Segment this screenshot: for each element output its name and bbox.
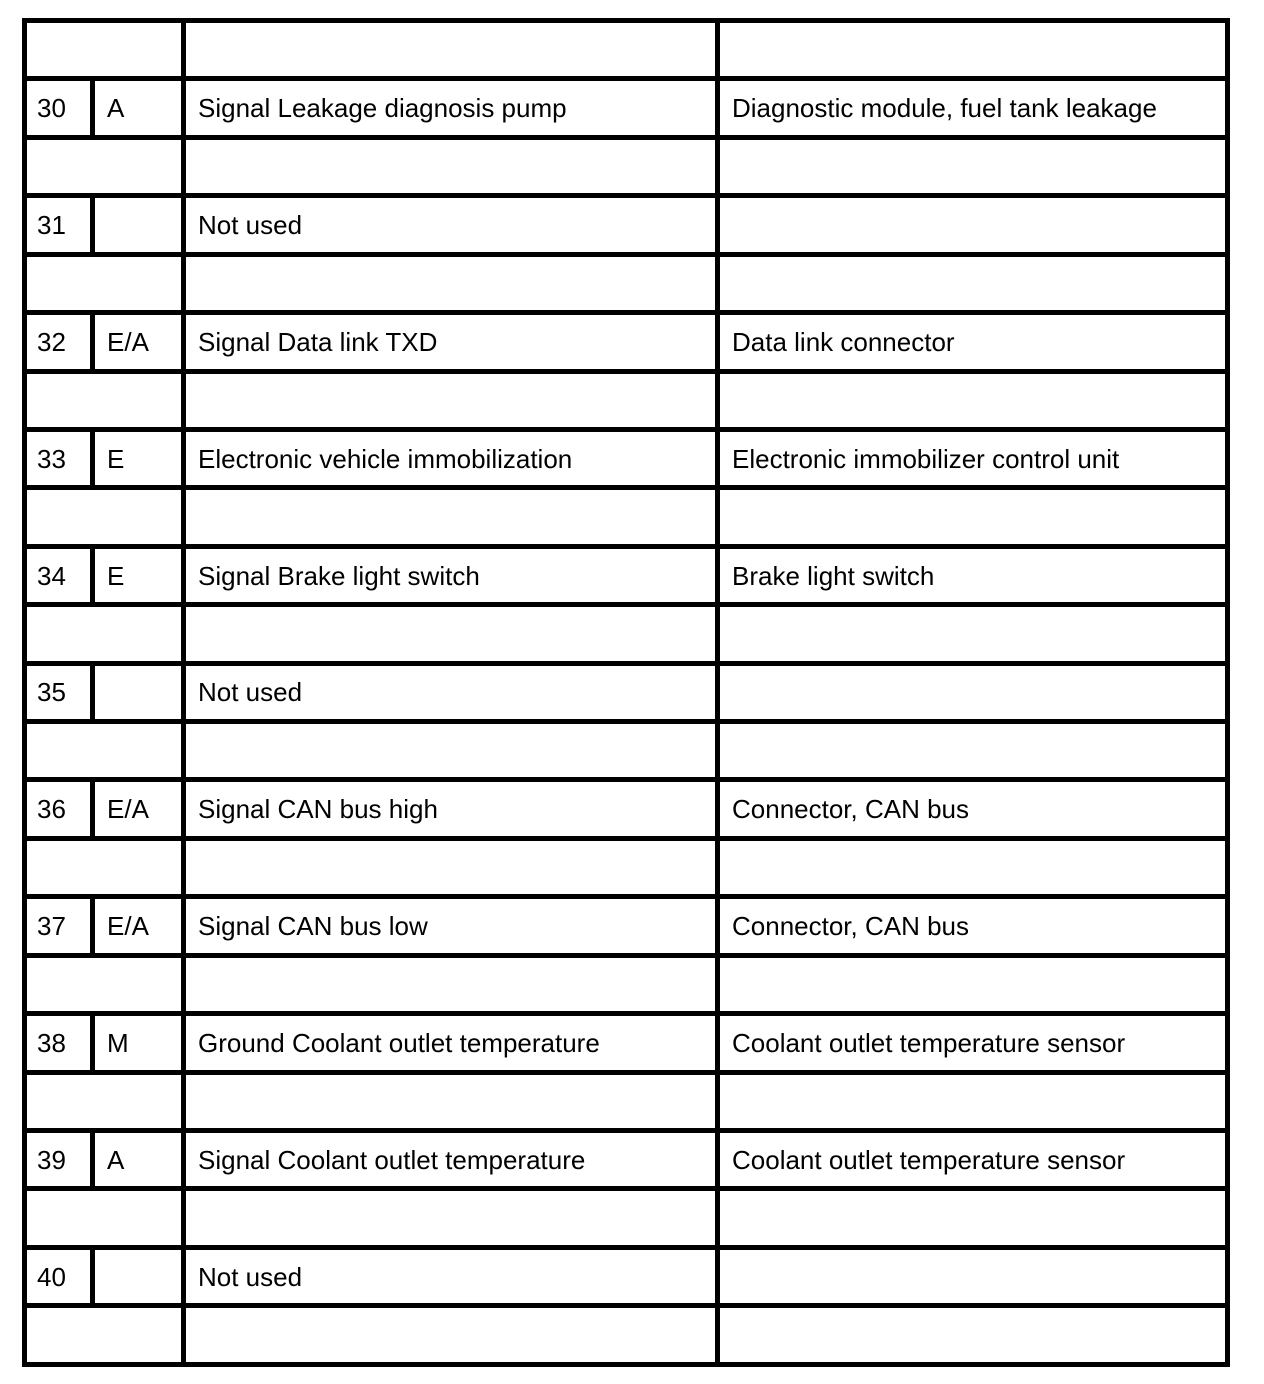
signal-type: A [93,79,184,137]
spacer-cell [718,1306,1228,1365]
spacer-row [25,1072,1228,1130]
spacer-cell [184,371,718,429]
spacer-cell [184,254,718,312]
pin-number: 33 [25,429,93,487]
signal-function: Signal Brake light switch [184,546,718,604]
signal-function: Signal Leakage diagnosis pump [184,79,718,137]
signal-type: E [93,546,184,604]
connected-component [718,1247,1228,1305]
spacer-cell [25,21,184,79]
spacer-cell [718,21,1228,79]
pin-number: 35 [25,663,93,721]
signal-type: A [93,1131,184,1189]
connected-component: Connector, CAN bus [718,780,1228,838]
spacer-cell [718,137,1228,195]
signal-type [93,1247,184,1305]
pin-number: 31 [25,196,93,254]
table-row [25,1131,1228,1189]
signal-function: Electronic vehicle immobilization [184,429,718,487]
table-row [25,1014,1228,1072]
signal-type [93,663,184,721]
spacer-cell [25,955,184,1013]
spacer-cell [184,137,718,195]
connected-component: Coolant outlet temperature sensor [718,1014,1228,1072]
pin-number: 30 [25,79,93,137]
spacer-row [25,371,1228,429]
signal-type: E [93,429,184,487]
signal-function: Ground Coolant outlet temperature [184,1014,718,1072]
signal-function: Not used [184,663,718,721]
spacer-cell [718,838,1228,896]
spacer-cell [718,722,1228,780]
table-row [25,429,1228,487]
table-row [25,313,1228,371]
spacer-row [25,137,1228,195]
signal-function: Not used [184,1247,718,1305]
spacer-row [25,254,1228,312]
signal-function: Signal Coolant outlet temperature [184,1131,718,1189]
signal-function: Signal CAN bus low [184,897,718,955]
spacer-cell [25,722,184,780]
spacer-cell [184,21,718,79]
connected-component: Electronic immobilizer control unit [718,429,1228,487]
spacer-cell [184,1072,718,1130]
table-row [25,196,1228,254]
spacer-cell [718,955,1228,1013]
signal-function: Signal Data link TXD [184,313,718,371]
spacer-row [25,722,1228,780]
spacer-cell [718,1072,1228,1130]
spacer-cell [718,488,1228,546]
spacer-cell [184,605,718,663]
spacer-cell [25,137,184,195]
spacer-row [25,21,1228,79]
connected-component: Connector, CAN bus [718,897,1228,955]
spacer-cell [184,722,718,780]
table-row [25,79,1228,137]
spacer-cell [184,488,718,546]
signal-type [93,196,184,254]
spacer-cell [25,1072,184,1130]
table-row [25,546,1228,604]
spacer-cell [718,254,1228,312]
spacer-cell [718,1189,1228,1247]
spacer-cell [184,955,718,1013]
spacer-row [25,838,1228,896]
spacer-cell [25,488,184,546]
connected-component: Brake light switch [718,546,1228,604]
table-row [25,897,1228,955]
pin-number: 34 [25,546,93,604]
spacer-row [25,488,1228,546]
signal-type: M [93,1014,184,1072]
signal-type: E/A [93,897,184,955]
connected-component: Coolant outlet temperature sensor [718,1131,1228,1189]
signal-function: Signal CAN bus high [184,780,718,838]
pin-number: 37 [25,897,93,955]
spacer-row [25,1189,1228,1247]
spacer-cell [184,1306,718,1365]
pin-number: 40 [25,1247,93,1305]
connected-component [718,663,1228,721]
spacer-cell [25,371,184,429]
table-row [25,1247,1228,1305]
spacer-cell [718,371,1228,429]
connected-component: Data link connector [718,313,1228,371]
spacer-cell [184,838,718,896]
connected-component: Diagnostic module, fuel tank leakage [718,79,1228,137]
spacer-row [25,955,1228,1013]
pin-number: 32 [25,313,93,371]
connected-component [718,196,1228,254]
spacer-row [25,605,1228,663]
pin-table-body [25,21,1228,1365]
spacer-cell [25,1189,184,1247]
signal-type: E/A [93,313,184,371]
signal-function: Not used [184,196,718,254]
table-row [25,663,1228,721]
spacer-cell [25,1306,184,1365]
spacer-row [25,1306,1228,1365]
spacer-cell [25,254,184,312]
spacer-cell [25,838,184,896]
spacer-cell [718,605,1228,663]
pin-assignment-table [22,18,1230,1367]
pin-number: 36 [25,780,93,838]
table-row [25,780,1228,838]
spacer-cell [184,1189,718,1247]
pin-number: 38 [25,1014,93,1072]
spacer-cell [25,605,184,663]
signal-type: E/A [93,780,184,838]
pin-number: 39 [25,1131,93,1189]
